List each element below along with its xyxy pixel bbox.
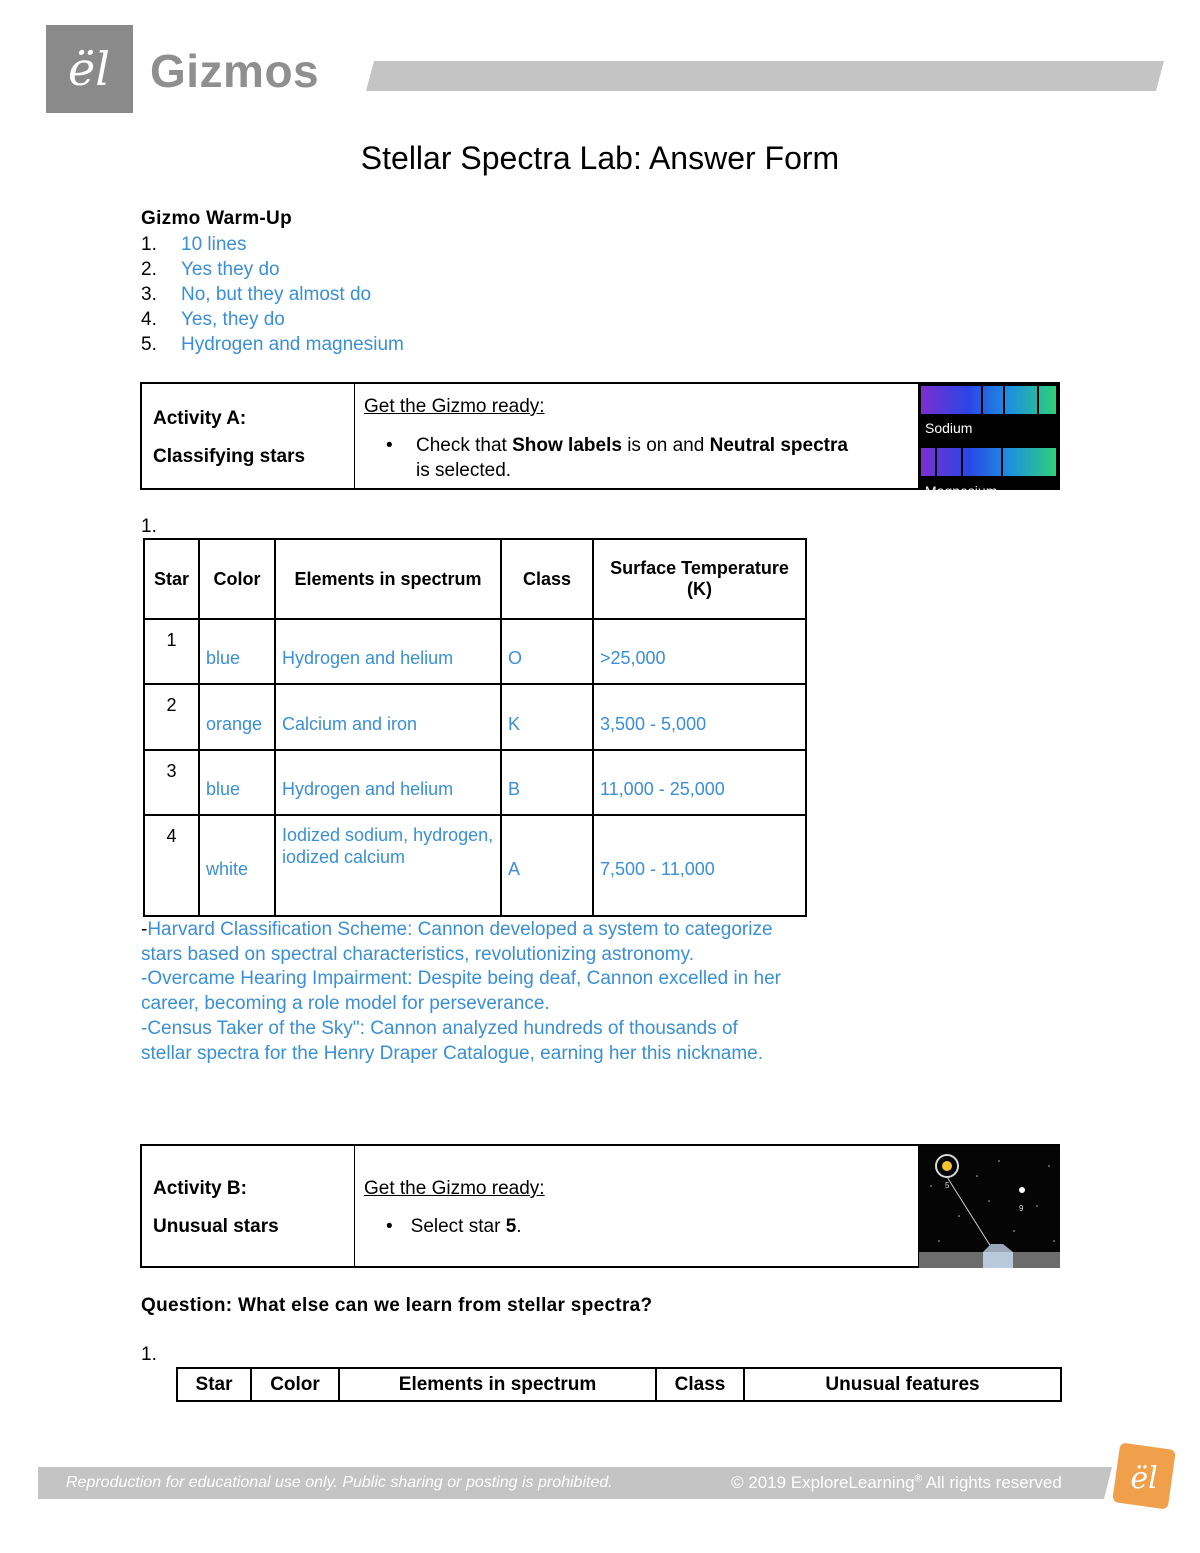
note-text: Harvard Classification Scheme: Cannon developed a system to categorize stars based on spectral characteristics, revolutionizing astronomy. <box>141 919 773 965</box>
divider <box>354 384 355 488</box>
table-header-row <box>144 539 806 619</box>
table-row <box>144 684 806 750</box>
table-cell: 7,500 - 11,000 <box>593 815 806 916</box>
column-header: Class <box>656 1368 744 1401</box>
item-number: 5. <box>141 334 157 355</box>
divider <box>354 1146 355 1266</box>
table-row <box>144 619 806 684</box>
answer-text: 10 lines <box>181 234 247 255</box>
question-heading: Question: What else can we learn from stellar spectra? <box>141 1295 653 1316</box>
table-cell: >25,000 <box>593 619 806 684</box>
table-cell: O <box>501 619 593 684</box>
table-cell: 3 <box>144 750 199 815</box>
activity-b-label: Activity B: <box>153 1178 247 1199</box>
column-header: Color <box>251 1368 339 1401</box>
unusual-stars-table <box>176 1367 1062 1402</box>
item-number: 3. <box>141 284 157 305</box>
table-cell: Hydrogen and helium <box>275 750 501 815</box>
table-cell: A <box>501 815 593 916</box>
star-field-image <box>919 1146 1060 1268</box>
column-header: Color <box>199 539 275 619</box>
list-item <box>141 232 404 257</box>
column-header: Class <box>501 539 593 619</box>
spectrum-label: Sodium <box>925 420 973 436</box>
table-header-row <box>177 1368 1061 1401</box>
column-header: Star <box>177 1368 251 1401</box>
question-number: 1. <box>141 1344 157 1365</box>
table-cell: blue <box>199 619 275 684</box>
page-title: Stellar Spectra Lab: Answer Form <box>360 140 840 176</box>
note-paragraph: -Census Taker of the Sky": Cannon analyzed hundreds of thousands of stellar spectra for the Henry Draper Catalogue, earning her this nickname. <box>141 1017 764 1064</box>
footer-copyright <box>731 1473 1062 1493</box>
table-cell: 1 <box>144 619 199 684</box>
instruction-text: is on and <box>621 435 710 456</box>
answer-text: Yes they do <box>181 259 280 280</box>
table-cell: blue <box>199 750 275 815</box>
list-item <box>141 307 404 332</box>
answer-text: No, but they almost do <box>181 284 372 305</box>
note-dash: - <box>141 919 148 940</box>
instruction-bold: Neutral spectra <box>709 435 848 456</box>
note-paragraph: -Overcame Hearing Impairment: Despite being deaf, Cannon excelled in her career, becoming a role model for perseverance. <box>141 968 781 1015</box>
column-header: Surface Temperature (K) <box>593 539 806 619</box>
table-cell: 2 <box>144 684 199 750</box>
column-header: Star <box>144 539 199 619</box>
instruction-bold: 5 <box>505 1216 517 1237</box>
svg-text:ël: ël <box>68 42 110 96</box>
column-header: Unusual features <box>744 1368 1061 1401</box>
spectrum-label: Magnesium <box>925 483 998 499</box>
list-item <box>141 257 404 282</box>
bullet: • <box>386 1216 393 1237</box>
table-cell: K <box>501 684 593 750</box>
table-cell: 11,000 - 25,000 <box>593 750 806 815</box>
footer-disclaimer: Reproduction for educational use only. Public sharing or posting is prohibited. <box>66 1474 613 1491</box>
activity-b-box <box>140 1144 1060 1268</box>
explorelearning-logo <box>46 25 133 113</box>
activity-b-instruction <box>386 1216 522 1238</box>
registered-mark: ® <box>914 1473 922 1485</box>
brand-name: Gizmos <box>150 45 320 97</box>
copyright-text: © 2019 ExploreLearning <box>731 1473 915 1492</box>
warmup-list <box>141 232 404 357</box>
column-header: Elements in spectrum <box>339 1368 656 1401</box>
header-bar <box>366 61 1164 91</box>
instruction-text: Check that <box>416 435 513 456</box>
activity-a-instruction <box>386 433 906 483</box>
table-cell: Calcium and iron <box>275 684 501 750</box>
copyright-text: All rights reserved <box>921 1473 1062 1492</box>
activity-a-name: Classifying stars <box>153 446 306 467</box>
star-label: 9 <box>1019 1204 1024 1213</box>
answer-text: Hydrogen and magnesium <box>181 334 404 355</box>
activity-a-box <box>140 382 1060 499</box>
classification-table <box>143 538 807 917</box>
notes-text <box>141 918 781 1066</box>
activity-b-name: Unusual stars <box>153 1216 279 1237</box>
star-label: 5 <box>945 1181 950 1190</box>
instruction-text: Select star <box>410 1216 506 1237</box>
table-cell: Hydrogen and helium <box>275 619 501 684</box>
activity-a-label: Activity A: <box>153 408 247 429</box>
svg-text:ël: ël <box>1130 1461 1158 1496</box>
list-item <box>141 282 404 307</box>
table-cell: white <box>199 815 275 916</box>
get-ready-heading: Get the Gizmo ready: <box>364 396 545 417</box>
table-cell: Iodized sodium, hydrogen, iodized calcium <box>275 815 501 916</box>
el-footer-logo-icon <box>1112 1442 1176 1512</box>
spectrum-image <box>919 384 1058 499</box>
get-ready-heading: Get the Gizmo ready: <box>364 1178 545 1199</box>
instruction-bold: Show labels <box>512 435 622 456</box>
item-number: 1. <box>141 234 157 255</box>
answer-text: Yes, they do <box>181 309 285 330</box>
warmup-heading: Gizmo Warm-Up <box>141 208 292 229</box>
item-number: 2. <box>141 259 157 280</box>
note-paragraph <box>141 918 781 967</box>
item-number: 4. <box>141 309 157 330</box>
column-header: Elements in spectrum <box>275 539 501 619</box>
list-item <box>141 332 404 357</box>
table-cell: 4 <box>144 815 199 916</box>
el-logo-icon <box>46 25 133 113</box>
table-cell: orange <box>199 684 275 750</box>
table-row <box>144 750 806 815</box>
instruction-text: . <box>516 1216 522 1237</box>
instruction-text: is selected. <box>416 460 512 481</box>
bullet: • <box>386 435 393 456</box>
table-cell: B <box>501 750 593 815</box>
table-row <box>144 815 806 916</box>
question-number: 1. <box>141 516 157 537</box>
table-cell: 3,500 - 5,000 <box>593 684 806 750</box>
